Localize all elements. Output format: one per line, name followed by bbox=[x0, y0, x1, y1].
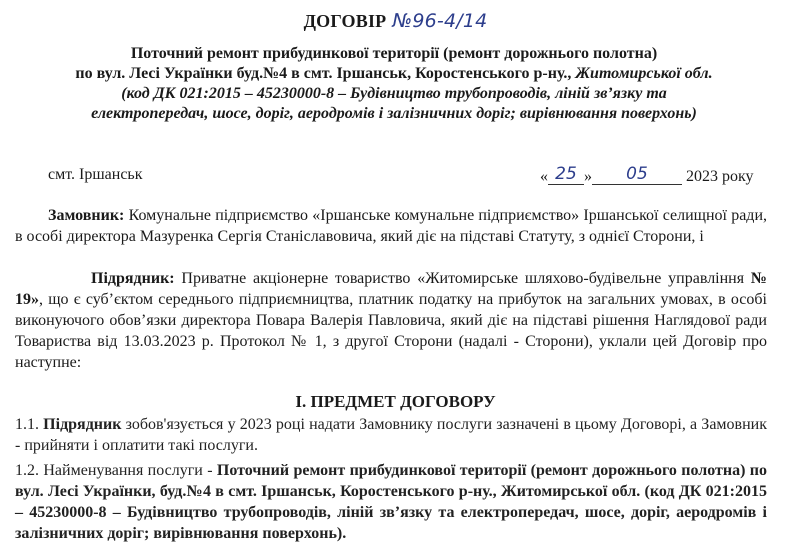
customer-paragraph bbox=[15, 205, 767, 247]
date-open-quote: « bbox=[540, 168, 548, 185]
customer-text: Комунальне підприємство «Іршанське комунальне підприємство» Іршанської селищної ради, в особі директора Мазуренка Сергія Станіславовича, який діє на підставі Статуту, з однієї Сторони, і bbox=[15, 207, 767, 245]
contractor-paragraph bbox=[15, 268, 767, 373]
customer-role: Замовник: bbox=[48, 207, 125, 224]
contractor-role: Підрядник: bbox=[91, 270, 175, 287]
date-day: 25 bbox=[548, 164, 584, 185]
handwritten-contract-number: №96-4/14 bbox=[392, 10, 488, 32]
clause-1-1-text: зобов'язується у 2023 році надати Замовнику послуги зазначені в цьому Договорі, а Замовник - прийняти і оплатити такі послуги. bbox=[15, 416, 767, 454]
clause-1-2 bbox=[15, 460, 767, 544]
place-date-row bbox=[0, 166, 791, 190]
clause-1-2-text: Найменування послуги - bbox=[43, 462, 217, 479]
contract-subject bbox=[14, 44, 774, 124]
clause-1-1 bbox=[15, 414, 767, 456]
date-month: 05 bbox=[592, 164, 682, 185]
place: смт. Іршанськ bbox=[48, 166, 143, 183]
clause-1-1-num: 1.1. bbox=[15, 416, 44, 433]
contract-date bbox=[540, 166, 754, 187]
subject-line-3: (код ДК 021:2015 – 45230000-8 – Будівництво трубопроводів, ліній зв’язку та bbox=[121, 85, 667, 102]
subject-line-2-text: по вул. Лесі Українки буд.№4 в смт. Іршанськ, Коростенського р-ну., bbox=[75, 65, 576, 82]
subject-line-4: електропередач, шосе, доріг, аеродромів і залізничних доріг; вирівнювання поверхонь) bbox=[91, 105, 697, 122]
contractor-text-b: , що є суб’єктом середнього підприємництва, платник податку на прибуток на загальних умовах, в особі виконуючого обов’язки директора Повара Валерія Павловича, який діє на підставі рішення Наглядової ради Товариства від 13.03.2023 р. Протокол № 1, з другої Сторони (надалі - Сторони), уклали цей Договір про наступне: bbox=[15, 291, 767, 371]
clause-1-2-num: 1.2. bbox=[15, 462, 44, 479]
clause-1-1-role: Підрядник bbox=[43, 416, 122, 433]
contractor-text-a: Приватне акціонерне товариство «Житомирське шляхово-будівельне управління bbox=[174, 270, 751, 287]
date-year: 2023 року bbox=[686, 168, 754, 185]
date-close-quote: » bbox=[584, 168, 592, 185]
title-text: ДОГОВІР bbox=[303, 11, 387, 31]
contract-title bbox=[0, 10, 791, 32]
section-1-title: І. ПРЕДМЕТ ДОГОВОРУ bbox=[295, 392, 496, 411]
contractor-number: № 19» bbox=[15, 270, 767, 308]
subject-line-2 bbox=[14, 64, 774, 84]
subject-region: Житомирської обл. bbox=[575, 65, 713, 82]
subject-line-1: Поточний ремонт прибудинкової території (ремонт дорожнього полотна) bbox=[130, 45, 658, 62]
clause-1-2-service: Поточний ремонт прибудинкової території (ремонт дорожнього полотна) по вул. Лесі Українки, буд.№4 в смт. Іршанськ, Коростенського р-ну., Житомирської обл. (код ДК 021:2015 – 45230000-8 – Будівництво трубопроводів, ліній зв’язку та електропередач, шосе, доріг, аеродромів і залізничних доріг; вирівнювання поверхонь). bbox=[15, 462, 768, 542]
